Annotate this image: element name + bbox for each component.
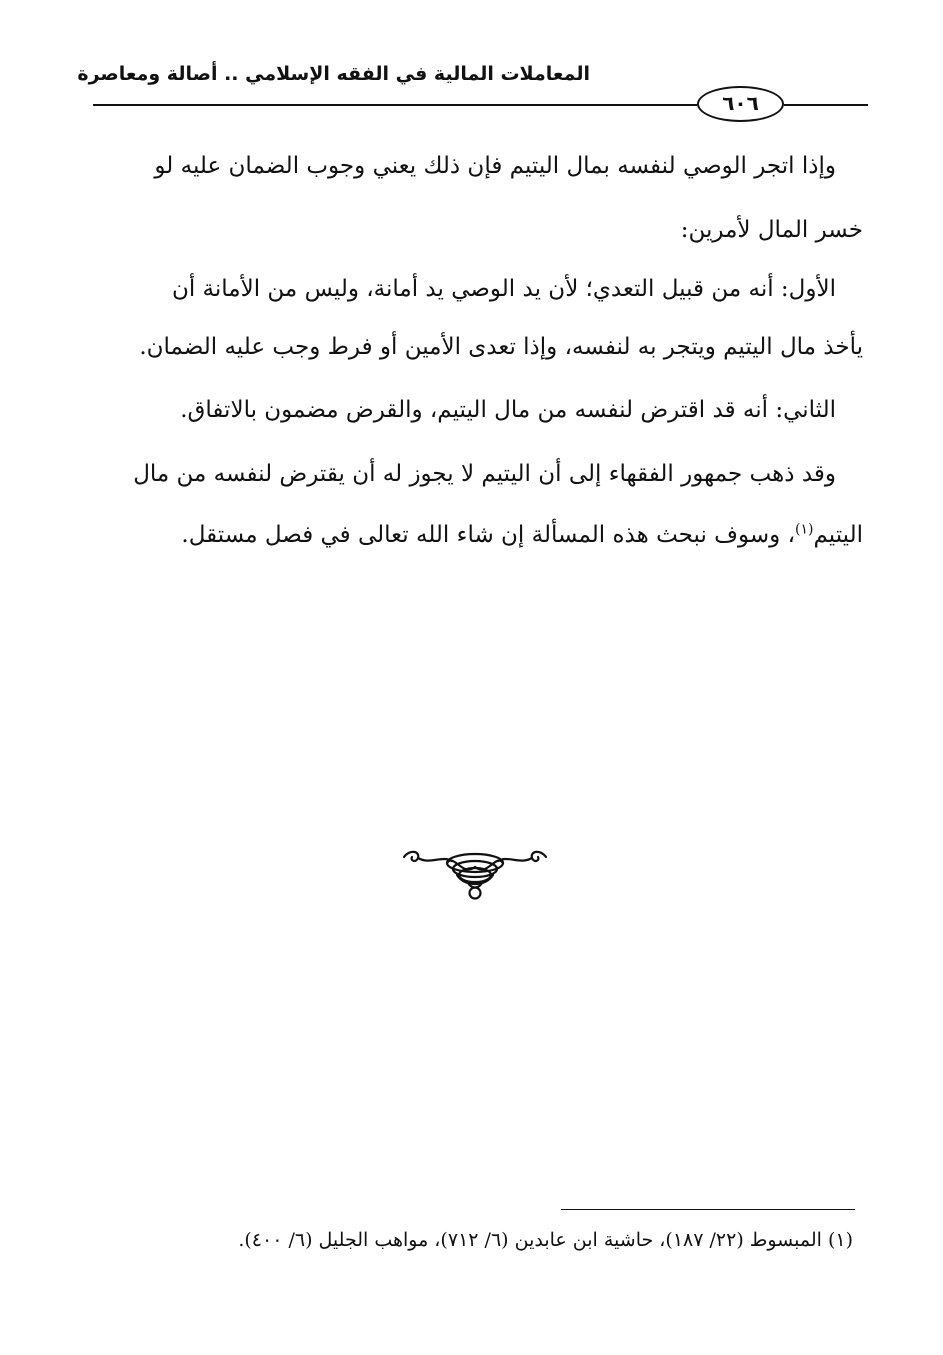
body-line-6: وقد ذهب جمهور الفقهاء إلى أن اليتيم لا يجوز له أن يقترض لنفسه من مال xyxy=(133,461,836,487)
ornament-divider-icon xyxy=(402,843,548,903)
running-title: المعاملات المالية في الفقه الإسلامي .. أصالة ومعاصرة xyxy=(77,63,590,85)
body-line-7-end: ، وسوف نبحث هذه المسألة إن شاء الله تعالى في فصل مستقل. xyxy=(181,522,795,548)
body-line-4: يأخذ مال اليتيم ويتجر به لنفسه، وإذا تعدى الأمين أو فرط وجب عليه الضمان. xyxy=(139,334,863,360)
body-line-2: خسر المال لأمرين: xyxy=(680,217,863,243)
page-number: ٦٠٦ xyxy=(697,86,784,122)
body-line-1: وإذا اتجر الوصي لنفسه بمال اليتيم فإن ذلك يعني وجوب الضمان عليه لو xyxy=(154,153,836,179)
header-rule-right xyxy=(784,104,868,106)
footnote-separator xyxy=(561,1209,855,1210)
footnote-text: (١) المبسوط (٢٢/ ١٨٧)، حاشية ابن عابدين (٦/ ٧١٢)، مواهب الجليل (٦/ ٤٠٠). xyxy=(238,1229,853,1251)
body-line-7 xyxy=(181,515,863,555)
header-rule-left xyxy=(93,104,697,106)
footnote-marker[interactable]: (١) xyxy=(795,521,814,538)
body-line-5: الثاني: أنه قد اقترض لنفسه من مال اليتيم، والقرض مضمون بالاتفاق. xyxy=(180,397,836,423)
body-line-7-start: اليتيم xyxy=(813,522,863,548)
body-line-3: الأول: أنه من قبيل التعدي؛ لأن يد الوصي يد أمانة، وليس من الأمانة أن xyxy=(171,276,836,302)
